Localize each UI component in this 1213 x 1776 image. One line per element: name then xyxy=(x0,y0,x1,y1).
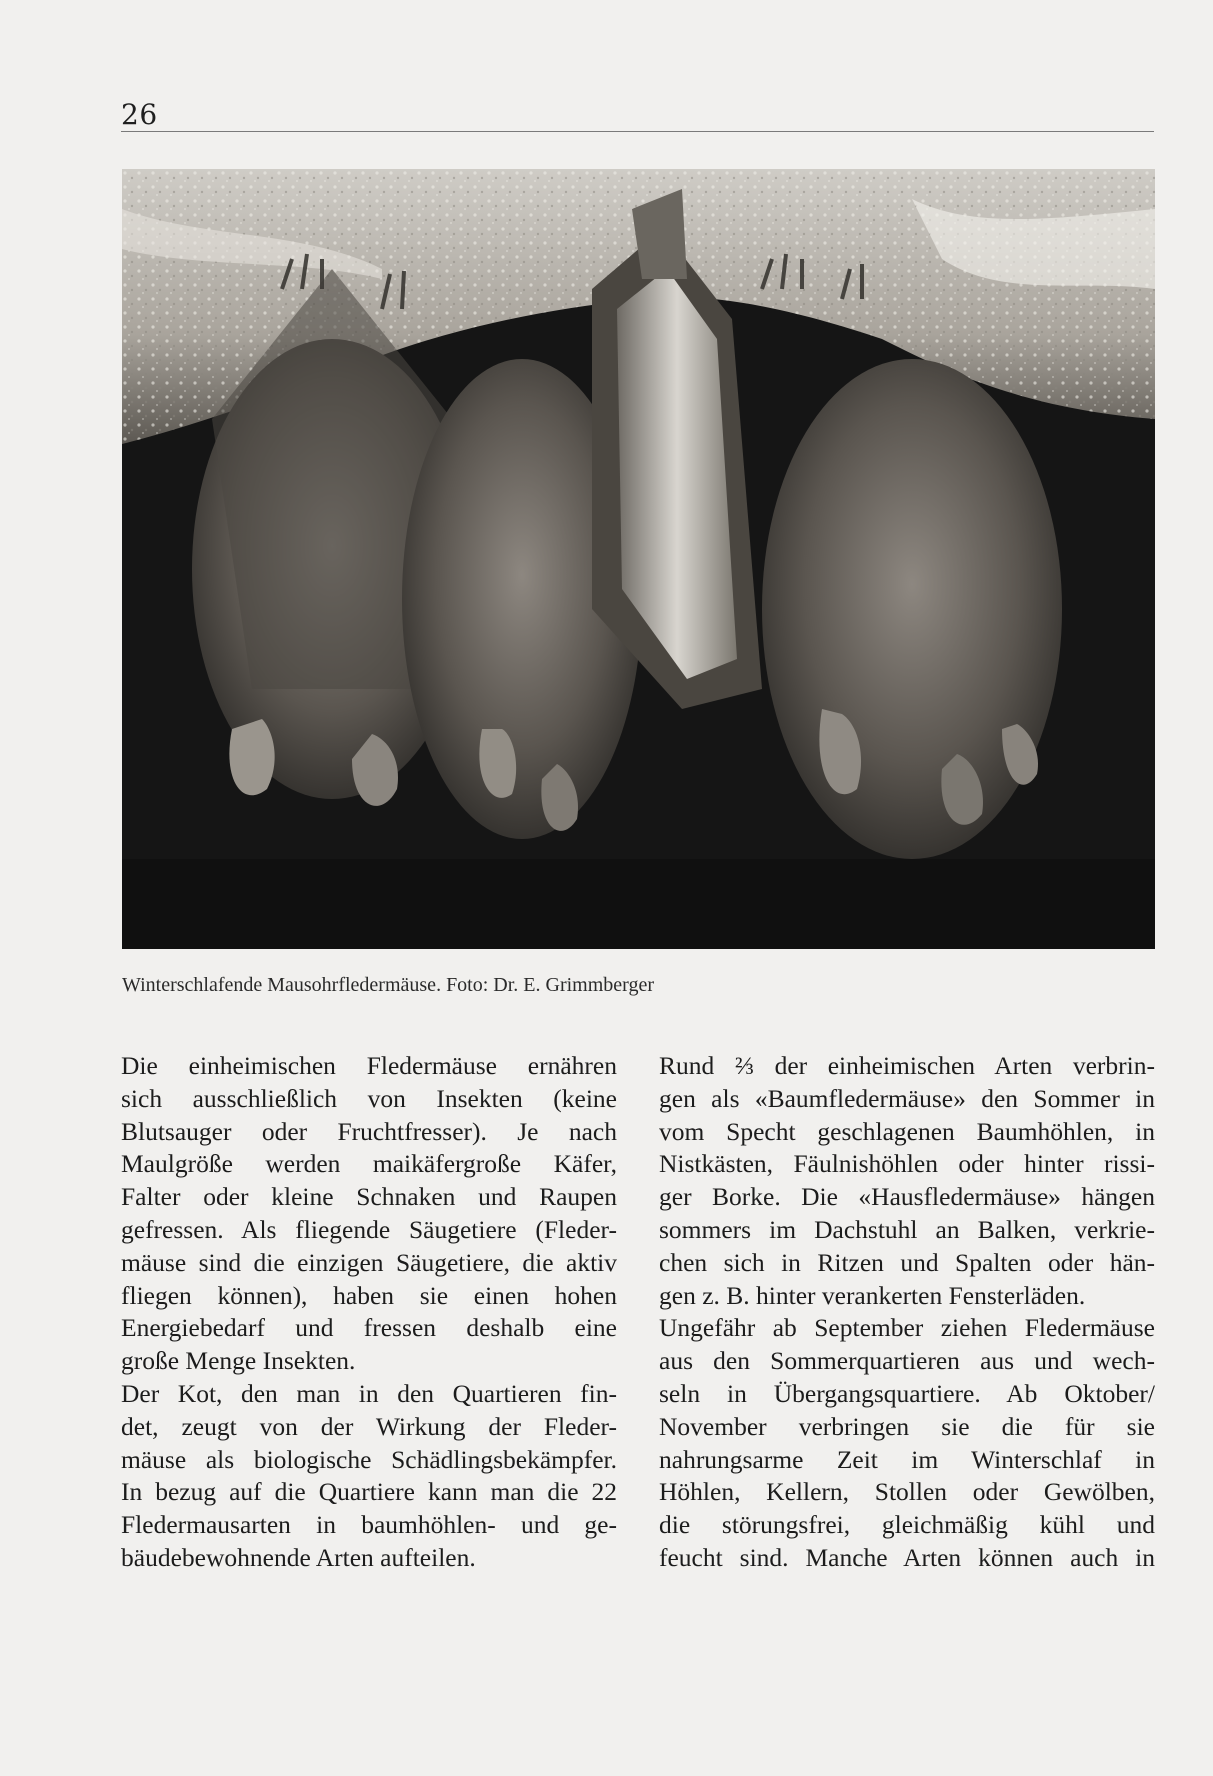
text-line: Ungefähr ab September ziehen Fledermäuse xyxy=(659,1313,1155,1343)
text-line: Rund ⅔ der einheimischen Arten verbrin- xyxy=(659,1051,1155,1080)
text-line: gefressen. Als fliegende Säugetiere (Fleder- xyxy=(121,1214,617,1244)
text-line: In bezug auf die Quartiere kann man die 22 xyxy=(121,1477,617,1507)
text-line: det, zeugt von der Wirkung der Fleder- xyxy=(121,1411,617,1441)
text-line: Blutsauger oder Fruchtfresser). Je nach xyxy=(121,1116,617,1146)
text-line: Falter oder kleine Schnaken und Raupen xyxy=(121,1182,617,1212)
text-line: mäuse sind die einzigen Säugetiere, die aktiv xyxy=(121,1247,617,1277)
text-line: Die einheimischen Fledermäuse ernähren xyxy=(121,1051,617,1080)
text-line: gen z. B. hinter verankerten Fensterläden. xyxy=(659,1280,1086,1310)
text-line: die störungsfrei, gleichmäßig kühl und xyxy=(659,1510,1155,1540)
header-rule xyxy=(121,131,1154,132)
text-line: November verbringen sie die für sie xyxy=(659,1411,1155,1441)
text-line: Maulgröße werden maikäfergroße Käfer, xyxy=(121,1149,617,1179)
text-line: mäuse als biologische Schädlingsbekämpfer. xyxy=(121,1444,617,1474)
text-line: Nistkästen, Fäulnishöhlen oder hinter rissi- xyxy=(659,1149,1155,1179)
text-line: gen als «Baumfledermäuse» den Sommer in xyxy=(659,1083,1155,1113)
bat-photograph xyxy=(122,169,1155,949)
figure-caption: Winterschlafende Mausohrfledermäuse. Foto: Dr. E. Grimmberger xyxy=(122,974,655,996)
text-column-right xyxy=(659,1050,1155,1575)
text-line: vom Specht geschlagenen Baumhöhlen, in xyxy=(659,1116,1155,1146)
page-number: 26 xyxy=(121,98,158,131)
text-line: nahrungsarme Zeit im Winterschlaf in xyxy=(659,1444,1155,1474)
text-line: Fledermausarten in baumhöhlen- und ge- xyxy=(121,1510,617,1540)
text-line: Der Kot, den man in den Quartieren fin- xyxy=(121,1378,617,1408)
text-line: ger Borke. Die «Hausfledermäuse» hängen xyxy=(659,1182,1155,1212)
text-line: sich ausschließlich von Insekten (keine xyxy=(121,1083,617,1113)
text-line: chen sich in Ritzen und Spalten oder hän- xyxy=(659,1247,1155,1277)
text-line: fliegen können), haben sie einen hohen xyxy=(121,1280,617,1310)
text-line: Energiebedarf und fressen deshalb eine xyxy=(121,1313,617,1343)
text-line: bäudebewohnende Arten aufteilen. xyxy=(121,1542,476,1572)
text-line: feucht sind. Manche Arten können auch in xyxy=(659,1542,1155,1572)
text-line: Höhlen, Kellern, Stollen oder Gewölben, xyxy=(659,1477,1155,1507)
text-line: aus den Sommerquartieren aus und wech- xyxy=(659,1346,1155,1376)
text-line: große Menge Insekten. xyxy=(121,1346,356,1376)
bat-photograph-image xyxy=(122,169,1155,949)
text-column-left xyxy=(121,1050,617,1575)
text-line: sommers im Dachstuhl an Balken, verkrie- xyxy=(659,1214,1155,1244)
text-line: seln in Übergangsquartiere. Ab Oktober/ xyxy=(659,1378,1155,1408)
